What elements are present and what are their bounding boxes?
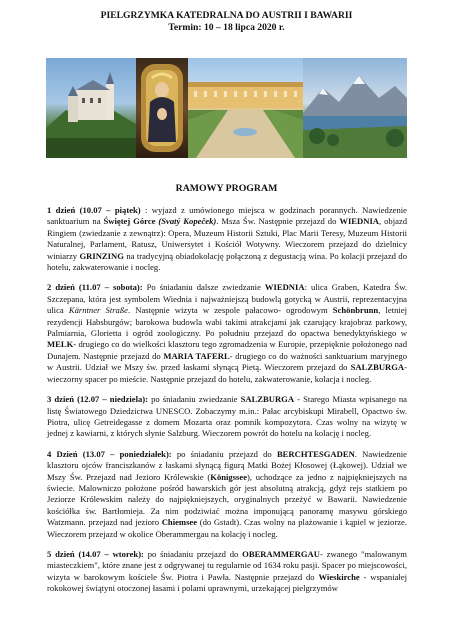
text-span: , objazd Ringiem (zwiedzanie z zewnątrz): Opera, Muzeum Historii Sztuki, Plac Marii Teresy, Muzeum Historii Naturalnej, Parlament, Ratusz, Uniwersytet i Kościół Wotywny. Wieczorem przejazd do dzielnicy winiarzy	[47, 216, 408, 261]
place-name: Chiemsee	[161, 517, 198, 528]
day-1-paragraph	[47, 205, 407, 273]
palace-garden-photo	[188, 58, 303, 158]
place-name: Świętej Górce	[103, 216, 159, 227]
header-dates: Termin: 10 – 18 lipca 2020 r.	[168, 22, 285, 33]
madonna-icon-photo	[136, 58, 188, 158]
text-span: po śniadaniu zwiedzanie	[147, 394, 241, 405]
place-name-italic: (Svatý Kopeček)	[158, 216, 217, 227]
day-3-paragraph	[47, 394, 407, 440]
day-1-lead: 1 dzień (10.07 – piątek)	[47, 205, 141, 215]
text-span: - zwanego "malowanym miasteczkiem", które znane jest z odgrywanej tu regularnie od 1634 roku pasji. Spacer po miejscowości, wizyta w barokowym kościele Św. Piotra i Pawła. Następnie przejazd do	[47, 548, 407, 582]
place-name: Wieskirche	[318, 571, 360, 582]
day-4-paragraph	[47, 449, 407, 540]
place-name: WIEDNIA	[264, 282, 305, 293]
text-span: . Msza Św. Następnie przejazd do	[216, 216, 340, 227]
program-body	[47, 205, 407, 604]
place-name: MARIA TAFERL	[163, 350, 230, 361]
place-name: Schönbrunn	[332, 305, 379, 316]
text-span: - Starego Miasta wpisanego na listę Światowego Dziedzictwa UNESCO. Zobaczymy m.in.: Pałac arcybiskupi Mirabell, Opactwo św. Piotra, ulicę Getreidegasse z domem Mozarta oraz pomnik kompozytora. Czas wolny na wizytę w jednej z kawiarni, z których słynie Salzburg. Wieczorem powrót do hotelu na kolację i nocleg.	[47, 394, 407, 439]
place-name: Königssee	[210, 471, 248, 482]
day-5-lead: 5 dzień (14.07 – wtorek):	[47, 548, 144, 559]
place-name: SALZBURGA	[350, 362, 405, 373]
street-name: Kärntner Straße	[68, 305, 128, 316]
text-span: . Nawiedzenie klasztoru ojców franciszkanów z łaskami słynącą figurą Matki Bożej Kłosowej (Łąkowej). Udział we Mszy Św. Przejazd nad Jezioro Królewskie (	[47, 448, 407, 482]
document-header	[0, 0, 453, 34]
place-name: OBERAMMERGAU	[242, 548, 320, 559]
text-span: po śniadaniu przejazd do	[143, 548, 243, 559]
day-2-paragraph	[47, 282, 407, 385]
place-name: WIEDNIA	[339, 216, 379, 227]
text-span: : wyjazd z umówionego miejsca w godzinach porannych. Nawiedzenie sanktuarium na	[47, 205, 407, 227]
section-title: RAMOWY PROGRAM	[175, 183, 278, 194]
text-span: - drugiego co do wielkości klasztoru tego zgromadzenia w Europie, przepięknie położonego nad Dunajem. Następnie przejazd do	[47, 339, 407, 361]
text-span: , letniej rezydencji Habsburgów; barokowa budowla wabi takimi atrakcjami jak czarujący krajobraz parkowy, Palmiarnia, Glorietta i ogród zoologiczny. Po południu przejazd do opactwa benedyktyńskiego w	[47, 305, 407, 339]
text-span: : ulica Graben, Katedra Św. Szczepana, która jest symbolem Wiednia i najważniejszą budowlą gotycką w Austrii, reprezentacyjna ulica	[47, 282, 407, 316]
header-title: PIELGRZYMKA KATEDRALNA DO AUSTRII I BAWARII	[100, 10, 353, 21]
day-3-lead: 3 dzień (12.07 – niedziela):	[47, 394, 148, 405]
text-span: po śniadaniu przejazd do	[171, 448, 277, 459]
text-span: - drugiego co do ważności sanktuarium maryjnego w Austrii. Udział we Mszy św. przed łaskami słynącą Pietą. Wieczorem przejazd do	[47, 350, 407, 373]
text-span: - wspaniałej rokokowej świątyni otoczonej łasami i polami uprawnymi, urzekającej pielgrzymów	[47, 571, 407, 594]
text-span: (do Gstadt). Czas wolny na plażowanie i kąpiel w jeziorze. Wieczorem przejazd w okolice Oberammergau na kolację i nocleg.	[47, 517, 407, 539]
text-span: na tradycyjną obiadokolację połączoną z degustacją wina. Po kolacji przejazd do hotelu, zakwaterowanie i nocleg.	[47, 250, 407, 273]
text-span: Po śniadaniu dalsze zwiedzanie	[142, 282, 265, 293]
day-5-paragraph	[47, 549, 407, 595]
text-span: ), uchodzące za jedno z najpiękniejszych na świecie. Malowniczo położone pośród bawarskich gór jest absolutną atrakcją, gdyż rejs statkiem po Jeziorze Królewskim należy do najpiękniejszych, oryginalnych przeżyć w Bawarii. Nawiedzenie kościółka św. Bartłomieja. Za nim podziwiać można imponującą panoramę masywu górskiego Watzmann. przejazd nad jezioro	[47, 471, 407, 528]
day-2-lead: 2 dzień (11.07 – sobota):	[47, 282, 143, 293]
text-span: . Następnie wizyta w zespole pałacowo- ogrodowym	[127, 305, 333, 316]
alpine-lake-photo	[303, 58, 407, 158]
day-4-lead: 4 Dzień (13.07 – poniedziałek):	[47, 448, 172, 459]
text-span: - wieczorny spacer po mieście. Następnie przejazd do hotelu, zakwaterowanie, kolacja i nocleg.	[47, 362, 407, 384]
place-name: BERCHTESGADEN	[276, 448, 355, 459]
place-name: MELK	[47, 339, 74, 350]
castle-photo	[46, 58, 136, 158]
photo-strip	[46, 58, 407, 158]
place-name: GRINZING	[79, 250, 124, 261]
place-name: SALZBURGA	[240, 394, 295, 405]
